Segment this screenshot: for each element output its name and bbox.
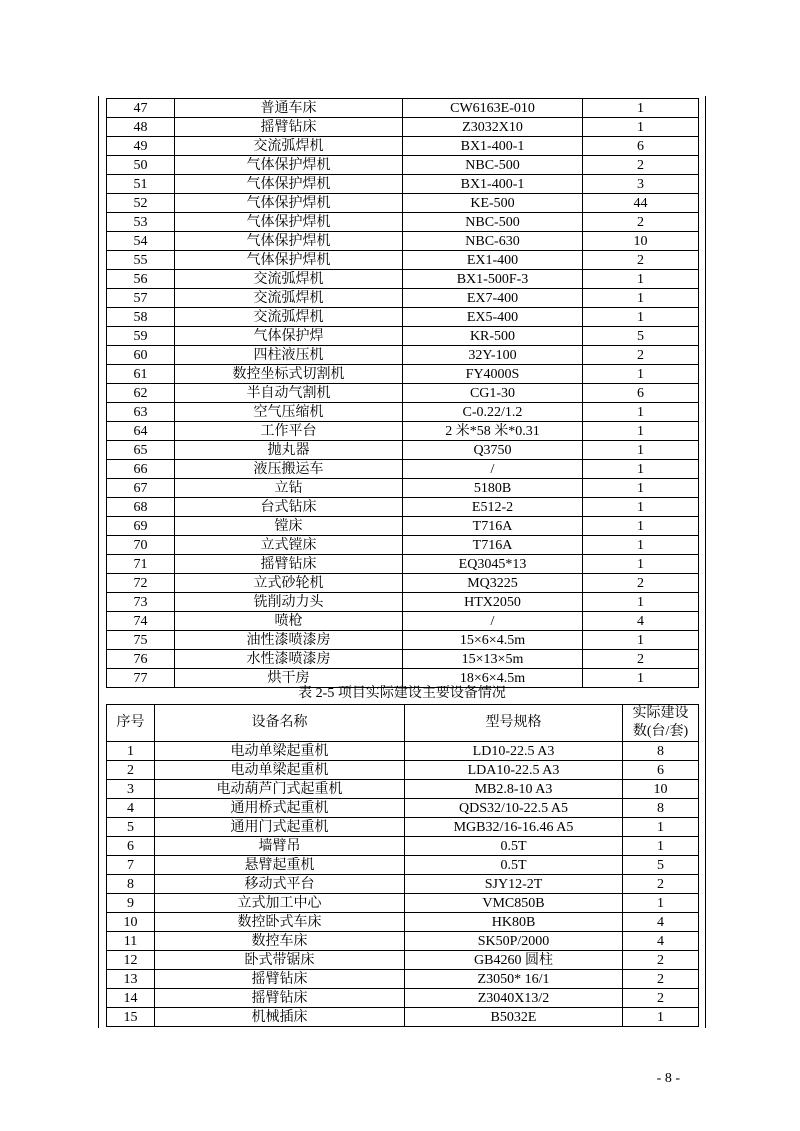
cell-quantity: 1 [583,460,699,479]
cell-name: 悬臂起重机 [155,856,405,875]
cell-name: 摇臂钻床 [175,118,403,137]
cell-quantity: 6 [583,137,699,156]
cell-name: 移动式平台 [155,875,405,894]
cell-name: 机械插床 [155,1008,405,1027]
cell-model: B5032E [405,1008,623,1027]
cell-index: 58 [107,308,175,327]
cell-index: 52 [107,194,175,213]
cell-quantity: 2 [583,156,699,175]
cell-index: 4 [107,799,155,818]
cell-quantity: 10 [623,780,699,799]
cell-index: 5 [107,818,155,837]
cell-index: 7 [107,856,155,875]
table-row [107,989,699,1008]
table-row [107,346,699,365]
cell-model: 18×6×4.5m [403,669,583,688]
table-row [107,517,699,536]
cell-index: 73 [107,593,175,612]
cell-name: 立式镗床 [175,536,403,555]
table-row [107,742,699,761]
cell-index: 59 [107,327,175,346]
cell-quantity: 2 [623,989,699,1008]
cell-name: 墙臂吊 [155,837,405,856]
cell-index: 67 [107,479,175,498]
cell-quantity: 1 [583,403,699,422]
cell-index: 12 [107,951,155,970]
cell-quantity: 2 [583,346,699,365]
cell-index: 6 [107,837,155,856]
cell-model: MB2.8-10 A3 [405,780,623,799]
cell-quantity: 1 [583,517,699,536]
table-row [107,913,699,932]
cell-quantity: 1 [583,669,699,688]
cell-quantity: 2 [583,213,699,232]
cell-model: T716A [403,536,583,555]
cell-index: 49 [107,137,175,156]
cell-index: 11 [107,932,155,951]
cell-quantity: 1 [623,894,699,913]
table-row [107,156,699,175]
cell-quantity: 1 [623,1008,699,1027]
cell-quantity: 3 [583,175,699,194]
cell-name: 气体保护焊机 [175,175,403,194]
cell-name: 摇臂钻床 [155,970,405,989]
cell-model: 15×6×4.5m [403,631,583,650]
cell-index: 8 [107,875,155,894]
table-row [107,799,699,818]
cell-model: CG1-30 [403,384,583,403]
cell-name: 立钻 [175,479,403,498]
cell-name: 电动单梁起重机 [155,761,405,780]
cell-model: MQ3225 [403,574,583,593]
table-row [107,479,699,498]
header-quantity [623,705,699,742]
cell-quantity: 2 [583,574,699,593]
cell-index: 10 [107,913,155,932]
table-row [107,650,699,669]
cell-index: 61 [107,365,175,384]
table-row [107,1008,699,1027]
cell-model: LDA10-22.5 A3 [405,761,623,780]
cell-index: 54 [107,232,175,251]
cell-quantity: 4 [583,612,699,631]
cell-quantity: 1 [583,289,699,308]
cell-model: EQ3045*13 [403,555,583,574]
cell-model: SK50P/2000 [405,932,623,951]
table-row [107,818,699,837]
cell-name: 交流弧焊机 [175,308,403,327]
cell-quantity: 44 [583,194,699,213]
cell-quantity: 1 [583,441,699,460]
cell-name: 卧式带锯床 [155,951,405,970]
cell-model: QDS32/10-22.5 A5 [405,799,623,818]
cell-index: 47 [107,99,175,118]
cell-name: 喷枪 [175,612,403,631]
cell-model: BX1-500F-3 [403,270,583,289]
cell-quantity: 1 [583,99,699,118]
cell-index: 77 [107,669,175,688]
cell-model: LD10-22.5 A3 [405,742,623,761]
cell-name: 工作平台 [175,422,403,441]
cell-quantity: 5 [583,327,699,346]
cell-name: 气体保护焊机 [175,156,403,175]
cell-name: 通用桥式起重机 [155,799,405,818]
table-row [107,761,699,780]
table-row [107,951,699,970]
table-row [107,780,699,799]
cell-quantity: 1 [583,118,699,137]
cell-index: 48 [107,118,175,137]
cell-quantity: 5 [623,856,699,875]
cell-index: 62 [107,384,175,403]
cell-index: 3 [107,780,155,799]
cell-name: 数控车床 [155,932,405,951]
cell-index: 13 [107,970,155,989]
cell-index: 71 [107,555,175,574]
cell-model: 2 米*58 米*0.31 [403,422,583,441]
cell-name: 交流弧焊机 [175,289,403,308]
cell-name: 电动单梁起重机 [155,742,405,761]
cell-name: 交流弧焊机 [175,270,403,289]
cell-quantity: 2 [583,650,699,669]
cell-model: MGB32/16-16.46 A5 [405,818,623,837]
table-row [107,403,699,422]
cell-model: VMC850B [405,894,623,913]
table-row [107,894,699,913]
cell-index: 9 [107,894,155,913]
cell-name: 立式加工中心 [155,894,405,913]
table-row [107,118,699,137]
table-row [107,460,699,479]
table-row [107,251,699,270]
cell-model: GB4260 圆柱 [405,951,623,970]
cell-model: Z3050* 16/1 [405,970,623,989]
cell-index: 56 [107,270,175,289]
cell-index: 66 [107,460,175,479]
table-row [107,837,699,856]
cell-quantity: 1 [583,536,699,555]
cell-quantity: 8 [623,742,699,761]
table-row [107,970,699,989]
cell-model: NBC-630 [403,232,583,251]
cell-index: 64 [107,422,175,441]
table-row [107,213,699,232]
cell-model: Z3032X10 [403,118,583,137]
cell-model: NBC-500 [403,156,583,175]
cell-index: 65 [107,441,175,460]
cell-quantity: 4 [623,913,699,932]
cell-quantity: 2 [623,875,699,894]
cell-name: 气体保护焊机 [175,251,403,270]
cell-quantity: 1 [583,479,699,498]
cell-quantity: 6 [623,761,699,780]
cell-model: 0.5T [405,856,623,875]
cell-index: 15 [107,1008,155,1027]
cell-model: BX1-400-1 [403,137,583,156]
cell-quantity: 8 [623,799,699,818]
cell-model: HTX2050 [403,593,583,612]
cell-quantity: 1 [583,631,699,650]
cell-name: 烘干房 [175,669,403,688]
table-row [107,498,699,517]
cell-name: 半自动气割机 [175,384,403,403]
table-row [107,327,699,346]
table-row [107,175,699,194]
table-row [107,232,699,251]
table-row [107,365,699,384]
cell-quantity: 1 [583,365,699,384]
cell-quantity: 2 [583,251,699,270]
cell-index: 2 [107,761,155,780]
cell-model: / [403,612,583,631]
cell-name: 铣削动力头 [175,593,403,612]
cell-model: Z3040X13/2 [405,989,623,1008]
table-row [107,270,699,289]
cell-name: 电动葫芦门式起重机 [155,780,405,799]
cell-name: 通用门式起重机 [155,818,405,837]
cell-model: Q3750 [403,441,583,460]
cell-index: 1 [107,742,155,761]
cell-quantity: 2 [623,951,699,970]
cell-quantity: 1 [583,422,699,441]
header-quantity-line1: 实际建设 [632,706,689,721]
cell-name: 摇臂钻床 [175,555,403,574]
table-row [107,99,699,118]
table-row [107,574,699,593]
cell-index: 53 [107,213,175,232]
header-model: 型号规格 [405,705,623,742]
cell-name: 普通车床 [175,99,403,118]
cell-index: 72 [107,574,175,593]
cell-index: 68 [107,498,175,517]
cell-model: NBC-500 [403,213,583,232]
cell-model: 0.5T [405,837,623,856]
cell-model: HK80B [405,913,623,932]
cell-model: T716A [403,517,583,536]
cell-quantity: 4 [623,932,699,951]
cell-name: 镗床 [175,517,403,536]
cell-index: 14 [107,989,155,1008]
actual-equipment-table [106,704,699,1027]
table-row [107,932,699,951]
cell-name: 气体保护焊 [175,327,403,346]
table-row [107,422,699,441]
cell-index: 74 [107,612,175,631]
cell-name: 数控卧式车床 [155,913,405,932]
cell-name: 水性漆喷漆房 [175,650,403,669]
cell-model: / [403,460,583,479]
header-quantity-line2: 数(台/套) [632,724,689,739]
cell-name: 交流弧焊机 [175,137,403,156]
table-header-row [107,705,699,742]
cell-quantity: 1 [583,593,699,612]
cell-model: 5180B [403,479,583,498]
cell-name: 数控坐标式切割机 [175,365,403,384]
table-caption: 表 2-5 项目实际建设主要设备情况 [298,686,506,701]
cell-model: SJY12-2T [405,875,623,894]
cell-model: 15×13×5m [403,650,583,669]
cell-index: 51 [107,175,175,194]
table-row [107,555,699,574]
cell-model: FY4000S [403,365,583,384]
table-row [107,194,699,213]
cell-quantity: 1 [583,308,699,327]
cell-model: 32Y-100 [403,346,583,365]
cell-quantity: 1 [583,270,699,289]
table-row [107,593,699,612]
table-row [107,308,699,327]
cell-model: EX5-400 [403,308,583,327]
table-row [107,137,699,156]
table-row [107,875,699,894]
header-name: 设备名称 [155,705,405,742]
cell-index: 69 [107,517,175,536]
cell-name: 摇臂钻床 [155,989,405,1008]
cell-quantity: 10 [583,232,699,251]
table-row [107,384,699,403]
cell-model: C-0.22/1.2 [403,403,583,422]
cell-model: CW6163E-010 [403,99,583,118]
cell-name: 空气压缩机 [175,403,403,422]
table-row [107,536,699,555]
cell-index: 60 [107,346,175,365]
cell-model: EX1-400 [403,251,583,270]
cell-index: 57 [107,289,175,308]
table-row [107,441,699,460]
cell-index: 75 [107,631,175,650]
cell-index: 70 [107,536,175,555]
table-row [107,612,699,631]
cell-model: E512-2 [403,498,583,517]
cell-model: KR-500 [403,327,583,346]
cell-model: EX7-400 [403,289,583,308]
cell-name: 气体保护焊机 [175,213,403,232]
table-row [107,856,699,875]
page-number: - 8 - [656,1071,680,1086]
cell-name: 气体保护焊机 [175,232,403,251]
header-index: 序号 [107,705,155,742]
cell-model: BX1-400-1 [403,175,583,194]
cell-index: 55 [107,251,175,270]
cell-name: 台式钻床 [175,498,403,517]
cell-quantity: 1 [623,837,699,856]
cell-index: 76 [107,650,175,669]
cell-index: 63 [107,403,175,422]
cell-name: 立式砂轮机 [175,574,403,593]
cell-quantity: 2 [623,970,699,989]
cell-quantity: 6 [583,384,699,403]
cell-quantity: 1 [623,818,699,837]
cell-model: KE-500 [403,194,583,213]
table-row [107,289,699,308]
cell-name: 油性漆喷漆房 [175,631,403,650]
cell-name: 四柱液压机 [175,346,403,365]
cell-name: 抛丸器 [175,441,403,460]
cell-name: 液压搬运车 [175,460,403,479]
cell-index: 50 [107,156,175,175]
table-row [107,631,699,650]
cell-quantity: 1 [583,498,699,517]
cell-quantity: 1 [583,555,699,574]
equipment-table-continued [106,98,699,688]
cell-name: 气体保护焊机 [175,194,403,213]
